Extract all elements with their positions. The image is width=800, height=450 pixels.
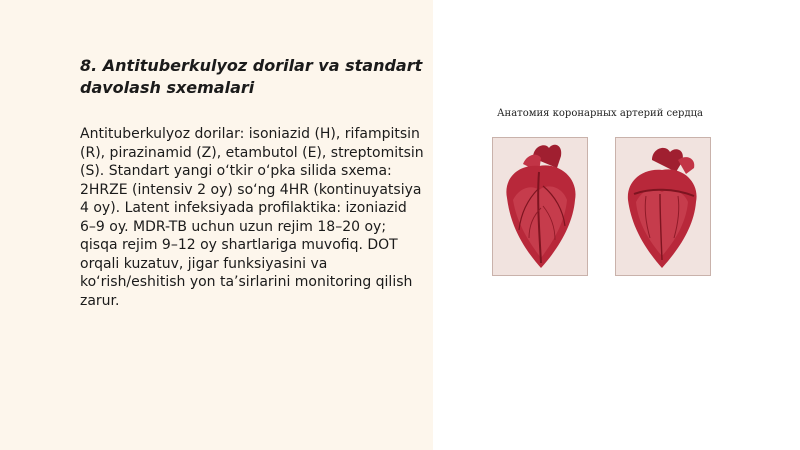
slide-title: 8. Antituberkulyoz dorilar va standart davolash sxemalari xyxy=(80,56,423,97)
heart-anterior-image xyxy=(492,137,588,276)
figure-caption: Анатомия коронарных артерий сердца xyxy=(496,108,704,119)
slide-body-text: Antituberkulyoz dorilar: isoniazid (H), rifampitsin (R), pirazinamid (Z), etambutol (E), streptomitsin (S). Standart yangi o‘tkir o‘pka silida sxema: 2HRZE (intensiv 2 oy) so‘ng 4HR (kontinuyatsiya 4 oy). Latent infeksiyada profilaktika: izoniazid 6–9 oy. MDR-TB uchun uzun rejim 18–20 oy; qisqa rejim 9–12 oy shartlariga muvofiq. DOT orqali kuzatuv, jigar funksiyasini va ko‘rish/eshitish yon ta’sirlarini monitoring qilish zarur. xyxy=(80,126,424,309)
heart-posterior-image xyxy=(615,137,711,276)
